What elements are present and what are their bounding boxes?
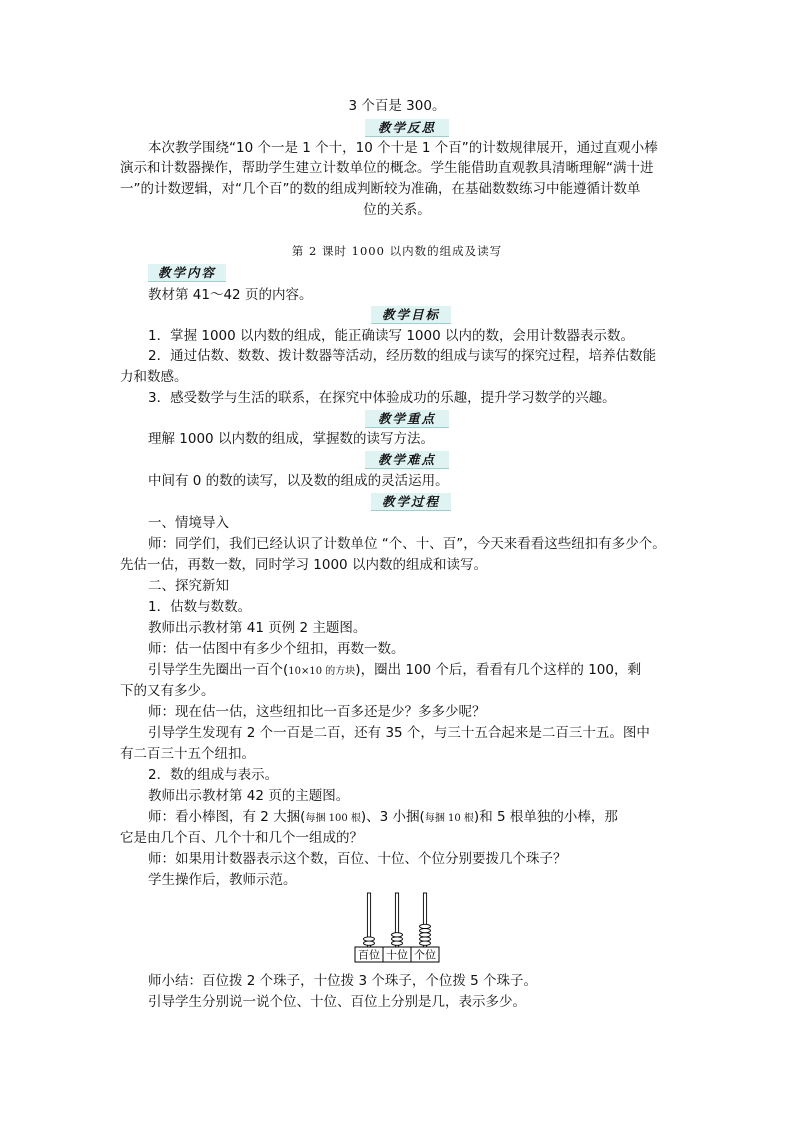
text-segment: )和 5 根单独的小棒，那 [473,809,618,825]
text-line: 二、探究新知 [148,578,229,594]
text-segment: )，圈出 100 个后，看看有几个这样的 100，剩 [355,662,641,678]
text-line: 引导学生发现有 2 个一百是二百，还有 35 个，与三十五合起来是二百三十五。图中 [148,725,650,741]
text-line: 师：现在估一估，这些纽扣比一百多还是少？多多少呢？ [148,704,486,720]
section-heading-content: 教学内容 [148,264,226,282]
text-line: 2．通过估数、数数、拨计数器等活动，经历数的组成与读写的探究过程，培养估数能 [148,348,657,364]
text-line: 师：同学们，我们已经认识了计数单位 “个、十、百”，今天来看看这些纽扣有多少个。 [148,536,666,552]
text-segment-small: 每捆 100 根 [305,813,361,824]
abacus-label-tens: 十位 [386,948,408,962]
text-segment: )、3 小捆( [360,809,425,825]
section-heading-process: 教学过程 [371,493,451,511]
text-line [148,808,618,828]
text-line: 中间有 0 的数的读写，以及数的组成的灵活运用。 [148,473,449,489]
text-line: 教材第 41～42 页的内容。 [148,287,313,303]
abacus-label-hundreds: 百位 [358,948,380,962]
text-line: 教师出示教材第 41 页例 2 主题图。 [148,620,367,636]
text-line: 2．数的组成与表示。 [148,767,279,783]
text-line: 演示和计数器操作，帮助学生建立计数单位的概念。学生能借助直观教具清晰理解“满十进 [120,160,654,176]
abacus-bead-tens [392,937,403,941]
text-line: 理解 1000 以内数的组成，掌握数的读写方法。 [148,431,434,447]
text-segment: 引导学生先圈出一百个( [148,662,289,678]
abacus-label-ones: 个位 [414,948,436,962]
text-line: 下的又有多少。 [120,683,215,699]
text-line: 师：如果用计数器表示这个数，百位、十位、个位分别要拨几个珠子？ [148,851,567,867]
abacus-bead-ones [420,937,431,941]
text-line [148,661,641,681]
text-segment-small: 10×10 的方块 [288,666,356,677]
abacus-bead-tens [392,941,403,945]
lesson-title: 第 2 课时 1000 以内数的组成及读写 [291,244,503,258]
abacus-bead-hundreds [364,937,375,941]
section-heading-key-points: 教学重点 [365,410,449,428]
text-segment-small: 每捆 10 根 [424,813,474,824]
text-line: 位的关系。 [363,202,431,218]
abacus-bead-ones [420,929,431,933]
text-line: 教师出示教材第 42 页的主题图。 [148,788,350,804]
text-line: 1．掌握 1000 以内数的组成，能正确读写 1000 以内的数，会用计数器表示数。 [148,328,634,344]
abacus-bead-tens [392,933,403,937]
text-line: 一、情境导入 [148,515,229,531]
section-heading-difficulties: 教学难点 [365,451,449,469]
abacus-bead-ones [420,941,431,945]
text-line: 学生操作后，教师示范。 [148,872,297,888]
text-line: 力和数感。 [120,369,188,385]
abacus-bead-ones [420,933,431,937]
text-line: 1．估数与数数。 [148,599,252,615]
text-line: 它是由几个百、几个十和几个一组成的？ [120,830,363,846]
abacus-bead-ones [420,924,431,928]
text-line: 3 个百是 300。 [348,98,446,114]
text-line: 3．感受数学与生活的联系，在探究中体验成功的乐趣，提升学习数学的兴趣。 [148,390,616,406]
text-segment: 师：看小棒图，有 2 大捆( [148,809,306,825]
text-line: 有二百三十五个纽扣。 [120,746,255,762]
text-line: 师：估一估图中有多少个纽扣，再数一数。 [148,641,405,657]
section-heading-objectives: 教学目标 [371,306,451,324]
text-line: 师小结：百位拨 2 个珠子，十位拨 3 个珠子，个位拨 5 个珠子。 [148,973,538,989]
section-heading-reflection: 教学反思 [365,119,449,137]
text-line: 本次教学围绕“10 个一是 1 个十，10 个十是 1 个百”的计数规律展开，通过直观小棒 [148,140,658,156]
text-line: 引导学生分别说一说个位、十位、百位上分别是几，表示多少。 [148,994,526,1010]
text-line: 一”的计数逻辑，对“几个百”的数的组成判断较为准确，在基础数数练习中能遵循计数单 [120,181,641,197]
abacus-bead-hundreds [364,941,375,945]
text-line: 先估一估，再数一数，同时学习 1000 以内数的组成和读写。 [120,557,487,573]
abacus-figure [354,891,440,963]
